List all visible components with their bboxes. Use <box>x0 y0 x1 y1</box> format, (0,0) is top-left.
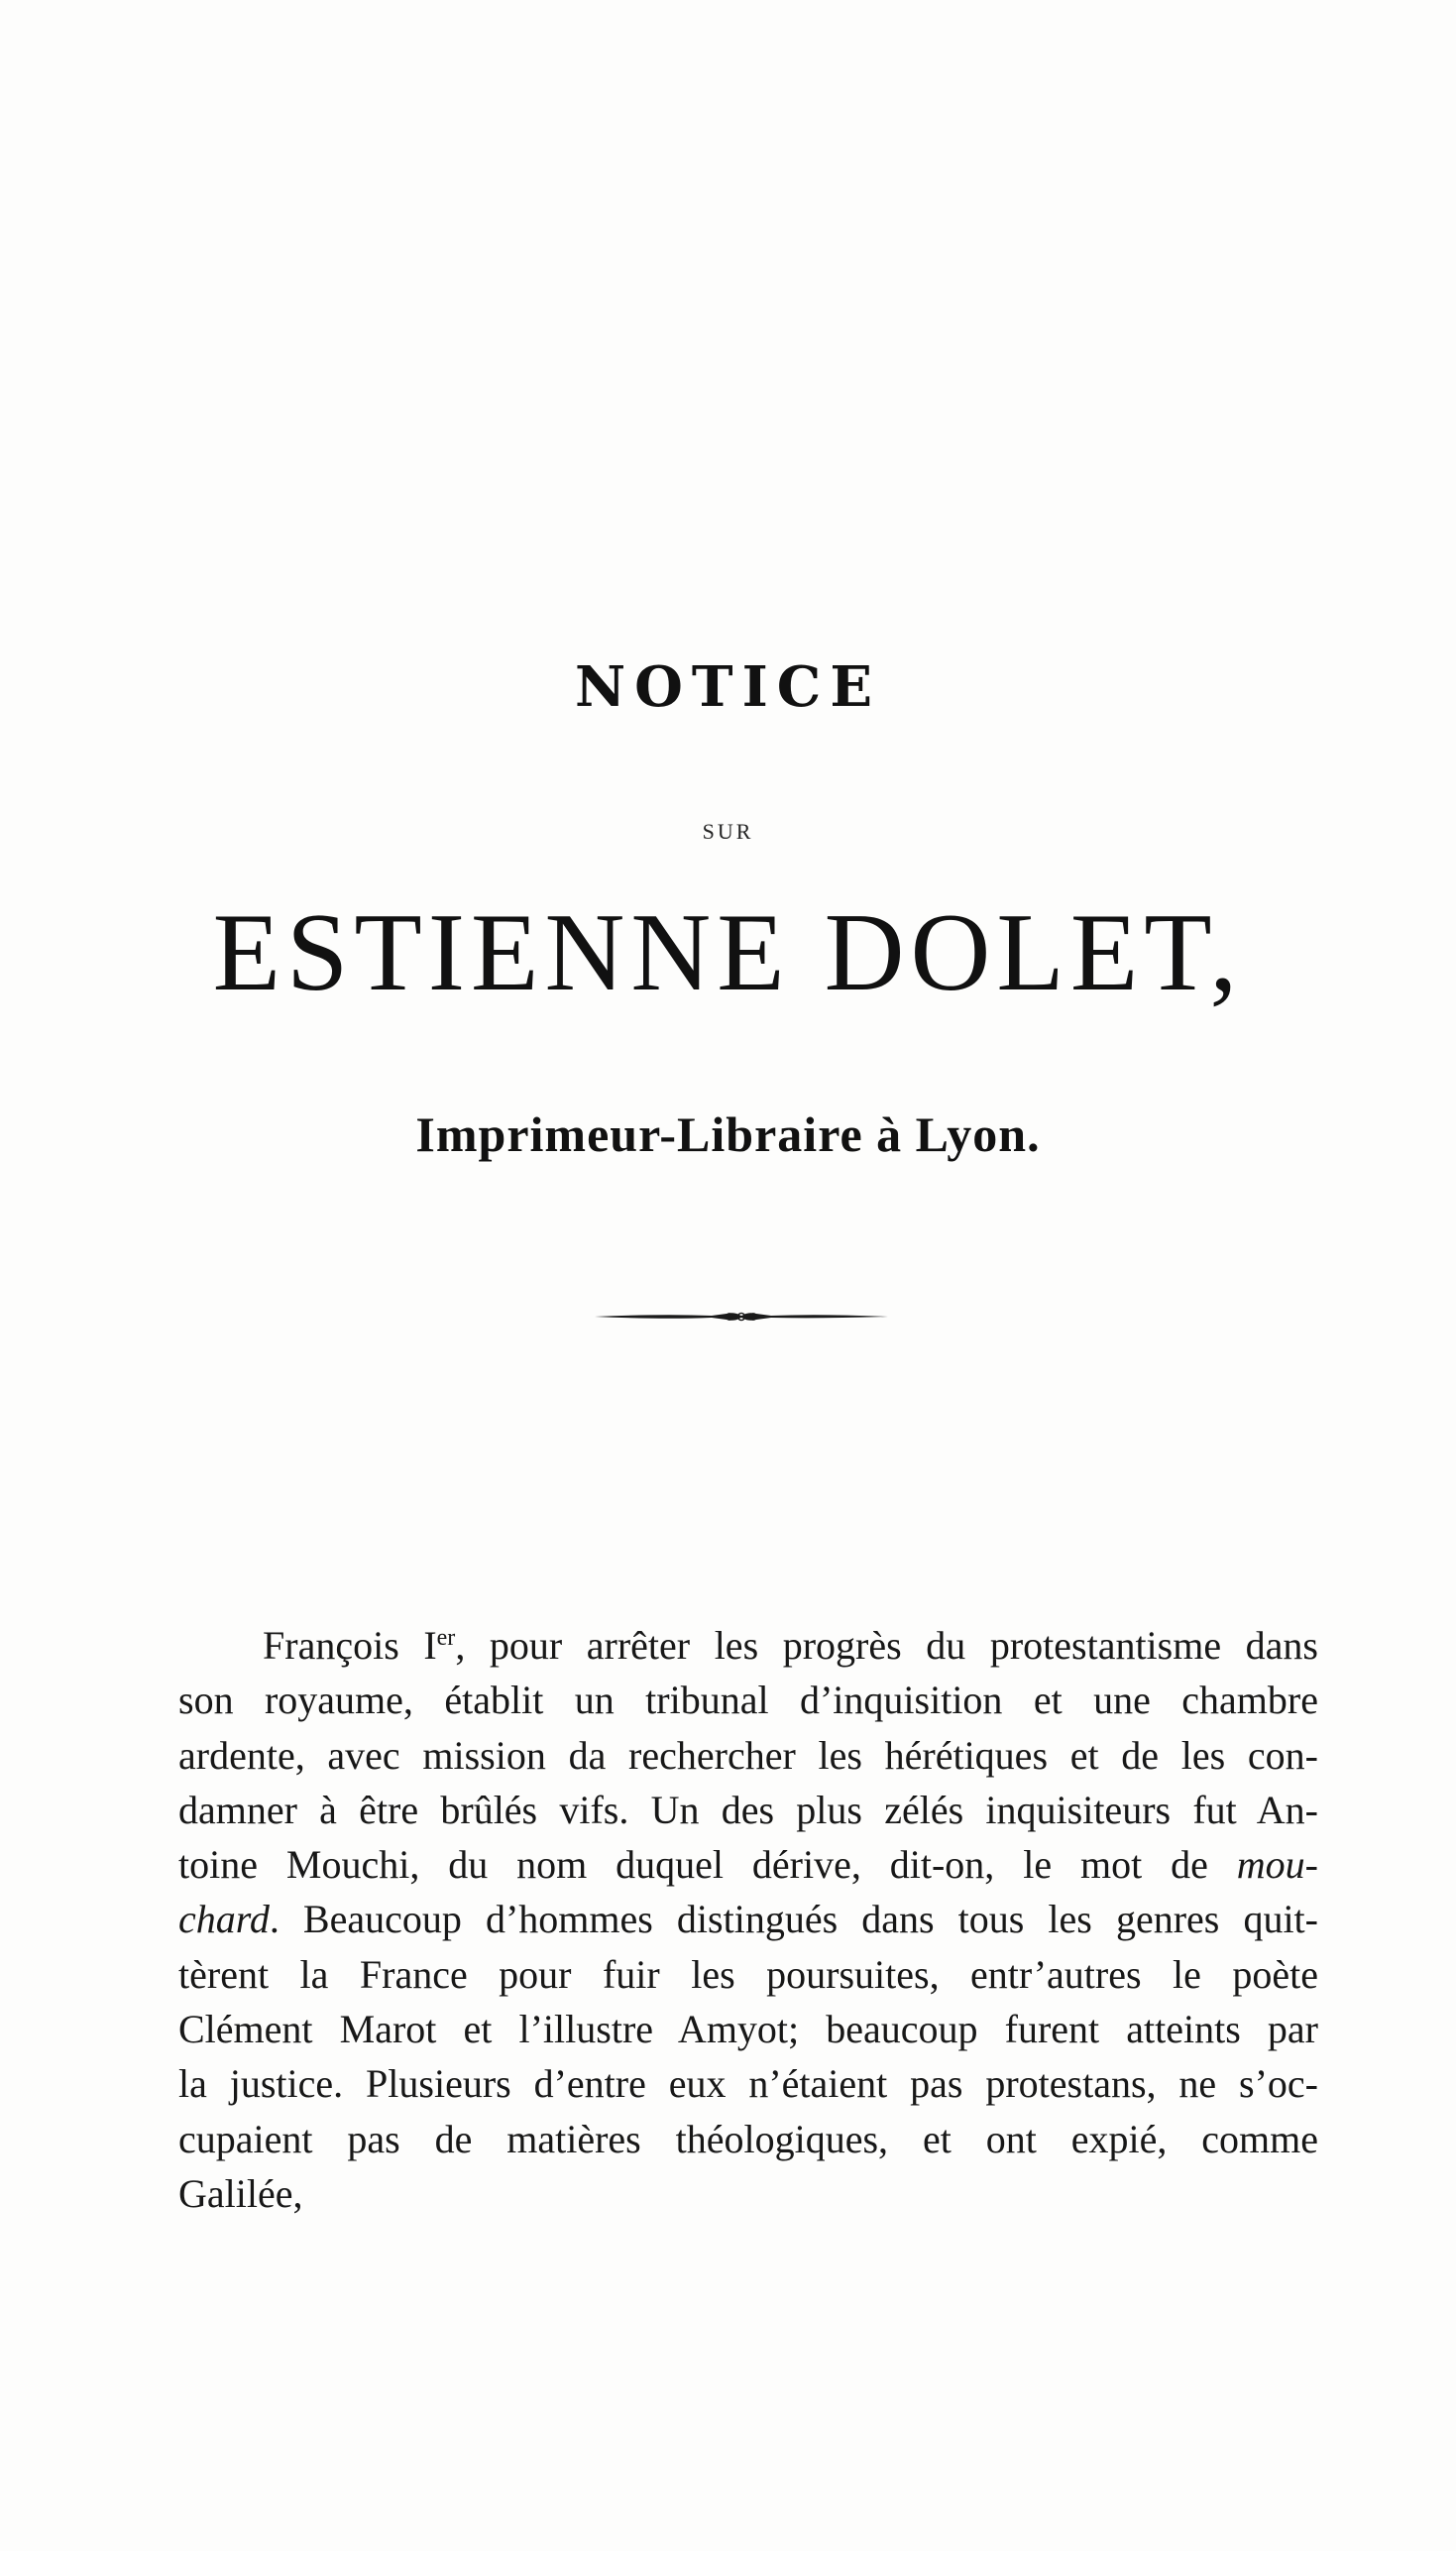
main-title: ESTIENNE DOLET, <box>212 891 1244 1014</box>
text-line: toine Mouchi, du nom duquel dérive, dit-on, le mot de mou- <box>178 1842 1318 1888</box>
text-line: damner à être brûlés vifs. Un des plus zélés inquisiteurs fut An- <box>178 1787 1318 1832</box>
body-paragraph <box>178 1611 1318 2221</box>
text-line: ardente, avec mission da rechercher les hérétiques et de les con- <box>178 1732 1318 1778</box>
text-line: la justice. Plusieurs d’entre eux n’étaient pas protestans, ne s’oc- <box>178 2061 1318 2107</box>
subtitle: Imprimeur-Libraire à Lyon. <box>415 1106 1041 1162</box>
text-line: tèrent la France pour fuir les poursuites, entr’autres le poète <box>178 1951 1318 1997</box>
text-line: François Ier, pour arrêter les progrès du protestantisme dans <box>263 1623 1318 1668</box>
text-line: chard. Beaucoup d’hommes distingués dans tous les genres quit- <box>178 1897 1318 1942</box>
text-line: Galilée, <box>178 2170 303 2216</box>
text-line: son royaume, établit un tribunal d’inquisition et une chambre <box>178 1678 1318 1723</box>
ornament-divider-icon <box>593 1305 890 1329</box>
notice-heading: NOTICE <box>574 654 882 720</box>
text-line: Clément Marot et l’illustre Amyot; beaucoup furent atteints par <box>178 2007 1318 2052</box>
sur-label: SUR <box>702 819 754 844</box>
text-line: cupaient pas de matières théologiques, et ont expié, comme <box>178 2116 1318 2161</box>
